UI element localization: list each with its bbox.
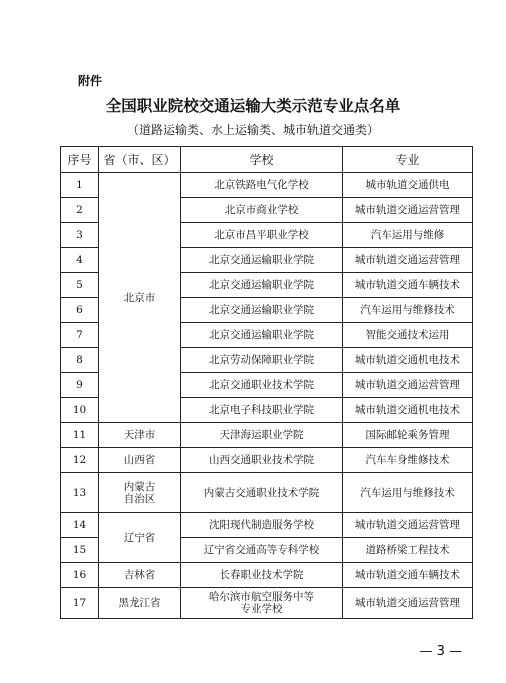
table-row — [61, 588, 473, 619]
seq-cell: 12 — [61, 448, 99, 473]
school-cell: 辽宁省交通高等专科学校 — [181, 538, 343, 563]
province-cell: 吉林省 — [99, 563, 181, 588]
major-cell: 城市轨道交通运营管理 — [343, 588, 473, 619]
province-cell: 天津市 — [99, 423, 181, 448]
table-row — [61, 513, 473, 538]
school-line: 哈尔滨市航空服务中等 — [209, 591, 314, 603]
province-cell: 北京市 — [99, 173, 181, 423]
major-cell: 国际邮轮乘务管理 — [343, 423, 473, 448]
header-school: 学校 — [181, 147, 343, 173]
seq-cell: 4 — [61, 248, 99, 273]
province-cell: 黑龙江省 — [99, 588, 181, 619]
school-cell: 北京电子科技职业学院 — [181, 398, 343, 423]
province-line: 自治区 — [123, 492, 156, 505]
school-cell: 北京交通职业技术学院 — [181, 373, 343, 398]
table-row — [61, 563, 473, 588]
seq-cell: 9 — [61, 373, 99, 398]
document-subtitle: （道路运输类、水上运输类、城市轨道交通类） — [126, 123, 379, 137]
major-cell: 城市轨道交通运营管理 — [343, 373, 473, 398]
header-seq: 序号 — [61, 147, 99, 173]
table-header-row — [61, 147, 473, 173]
table-row — [61, 423, 473, 448]
header-province: 省（市、区） — [99, 147, 181, 173]
school-line: 专业学校 — [240, 603, 283, 615]
header-major: 专业 — [343, 147, 473, 173]
seq-cell: 13 — [61, 473, 99, 513]
major-cell: 城市轨道交通车辆技术 — [343, 563, 473, 588]
document-title: 全国职业院校交通运输大类示范专业点名单 — [105, 97, 401, 115]
seq-cell: 7 — [61, 323, 99, 348]
school-cell: 北京交通运输职业学院 — [181, 323, 343, 348]
school-cell: 北京铁路电气化学校 — [181, 173, 343, 198]
province-cell: 辽宁省 — [99, 513, 181, 563]
province-line: 内蒙古 — [123, 480, 156, 493]
province-cell: 山西省 — [99, 448, 181, 473]
table-row — [61, 448, 473, 473]
seq-cell: 5 — [61, 273, 99, 298]
seq-cell: 16 — [61, 563, 99, 588]
school-cell: 内蒙古交通职业技术学院 — [181, 473, 343, 513]
school-cell: 天津海运职业学院 — [181, 423, 343, 448]
school-cell: 北京交通运输职业学院 — [181, 298, 343, 323]
seq-cell: 8 — [61, 348, 99, 373]
seq-cell: 10 — [61, 398, 99, 423]
school-cell: 北京交通运输职业学院 — [181, 273, 343, 298]
major-cell: 汽车运用与维修技术 — [343, 298, 473, 323]
school-cell: 山西交通职业技术学院 — [181, 448, 343, 473]
major-cell: 城市轨道交通车辆技术 — [343, 273, 473, 298]
demo-program-table — [60, 146, 473, 619]
seq-cell: 14 — [61, 513, 99, 538]
school-cell: 北京市昌平职业学校 — [181, 223, 343, 248]
table-row — [61, 473, 473, 513]
seq-cell: 17 — [61, 588, 99, 619]
seq-cell: 1 — [61, 173, 99, 198]
province-cell — [99, 473, 181, 513]
school-cell: 沈阳现代制造服务学校 — [181, 513, 343, 538]
seq-cell: 2 — [61, 198, 99, 223]
major-cell: 城市轨道交通运营管理 — [343, 513, 473, 538]
attachment-label: 附件 — [78, 74, 103, 88]
seq-cell: 6 — [61, 298, 99, 323]
school-cell — [181, 588, 343, 619]
major-cell: 城市轨道交通机电技术 — [343, 398, 473, 423]
school-cell: 北京市商业学校 — [181, 198, 343, 223]
major-cell: 城市轨道交通运营管理 — [343, 248, 473, 273]
school-cell: 长春职业技术学院 — [181, 563, 343, 588]
seq-cell: 15 — [61, 538, 99, 563]
table-row — [61, 173, 473, 198]
seq-cell: 3 — [61, 223, 99, 248]
school-cell: 北京交通运输职业学院 — [181, 248, 343, 273]
major-cell: 汽车车身维修技术 — [343, 448, 473, 473]
major-cell: 城市轨道交通运营管理 — [343, 198, 473, 223]
seq-cell: 11 — [61, 423, 99, 448]
major-cell: 智能交通技术运用 — [343, 323, 473, 348]
school-cell: 北京劳动保障职业学院 — [181, 348, 343, 373]
major-cell: 城市轨道交通机电技术 — [343, 348, 473, 373]
page-number: — 3 — — [419, 644, 462, 659]
major-cell: 汽车运用与维修 — [343, 223, 473, 248]
table-body — [61, 173, 473, 619]
major-cell: 道路桥梁工程技术 — [343, 538, 473, 563]
major-cell: 汽车运用与维修技术 — [343, 473, 473, 513]
major-cell: 城市轨道交通供电 — [343, 173, 473, 198]
